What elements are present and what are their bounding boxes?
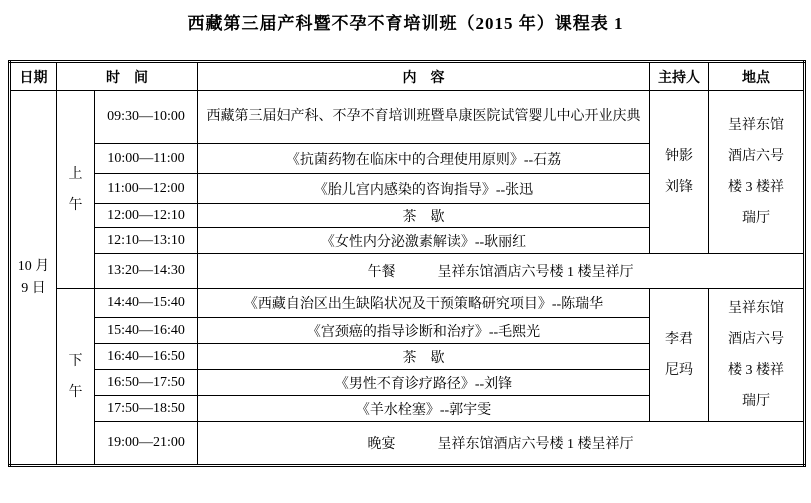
- lunch-row: [10, 254, 805, 289]
- time-cell: 13:20—14:30: [95, 254, 198, 289]
- date-cell: [10, 91, 57, 466]
- date-month: 10 月: [17, 258, 50, 274]
- table-row: [10, 91, 805, 144]
- dinner-cell: [198, 422, 805, 466]
- header-date: 日期: [10, 62, 57, 91]
- content-cell: 《西藏自治区出生缺陷状况及干预策略研究项目》--陈瑞华: [198, 289, 650, 318]
- content-cell: 西藏第三届妇产科、不孕不育培训班暨阜康医院试管婴儿中心开业庆典: [198, 91, 650, 144]
- host-name: 钟影: [665, 149, 693, 164]
- period-pm-label: 下午: [68, 353, 83, 400]
- table-row: [10, 289, 805, 318]
- location-text: 呈祥东馆酒店六号楼 3 楼祥瑞厅: [728, 301, 784, 409]
- time-cell: 09:30—10:00: [95, 91, 198, 144]
- content-cell: 《女性内分泌激素解读》--耿丽红: [198, 228, 650, 254]
- content-cell: 《抗菌药物在临床中的合理使用原则》--石荔: [198, 144, 650, 174]
- meal-location: 呈祥东馆酒店六号楼 1 楼呈祥厅: [437, 437, 634, 452]
- time-cell: 12:10—13:10: [95, 228, 198, 254]
- header-row: [10, 62, 805, 91]
- time-cell: 17:50—18:50: [95, 396, 198, 422]
- header-content: 内 容: [198, 62, 650, 91]
- period-am-label: 上午: [68, 166, 83, 213]
- meal-label: 晚宴: [367, 437, 396, 452]
- content-cell: 茶 歇: [198, 204, 650, 228]
- location-cell-am: [709, 91, 805, 254]
- time-cell: 10:00—11:00: [95, 144, 198, 174]
- time-cell: 11:00—12:00: [95, 174, 198, 204]
- content-cell: 《胎儿宫内感染的咨询指导》--张迅: [198, 174, 650, 204]
- content-cell: 《男性不育诊疗路径》--刘锋: [198, 370, 650, 396]
- host-cell-am: [650, 91, 709, 254]
- location-text: 呈祥东馆酒店六号楼 3 楼祥瑞厅: [728, 118, 784, 226]
- header-time: 时 间: [57, 62, 198, 91]
- page-title: 西藏第三届产科暨不孕不育培训班（2015 年）课程表 1: [187, 14, 624, 33]
- meal-label: 午餐: [367, 265, 396, 280]
- host-name: 刘锋: [665, 180, 693, 195]
- period-am-cell: [57, 91, 95, 289]
- time-cell: 16:40—16:50: [95, 344, 198, 370]
- host-cell-pm: [650, 289, 709, 422]
- content-cell: 茶 歇: [198, 344, 650, 370]
- time-cell: 15:40—16:40: [95, 318, 198, 344]
- period-pm-cell: [57, 289, 95, 466]
- content-cell: 《宫颈癌的指导诊断和治疗》--毛熙光: [198, 318, 650, 344]
- lunch-cell: [198, 254, 805, 289]
- date-day: 9 日: [21, 280, 46, 296]
- course-schedule-table: [8, 60, 806, 467]
- host-name: 尼玛: [665, 363, 693, 378]
- meal-location: 呈祥东馆酒店六号楼 1 楼呈祥厅: [437, 265, 634, 280]
- time-cell: 19:00—21:00: [95, 422, 198, 466]
- header-host: 主持人: [650, 62, 709, 91]
- time-cell: 16:50—17:50: [95, 370, 198, 396]
- content-cell: 《羊水栓塞》--郭宇雯: [198, 396, 650, 422]
- location-cell-pm: [709, 289, 805, 422]
- dinner-row: [10, 422, 805, 466]
- header-location: 地点: [709, 62, 805, 91]
- time-cell: 12:00—12:10: [95, 204, 198, 228]
- time-cell: 14:40—15:40: [95, 289, 198, 318]
- host-name: 李君: [665, 332, 693, 347]
